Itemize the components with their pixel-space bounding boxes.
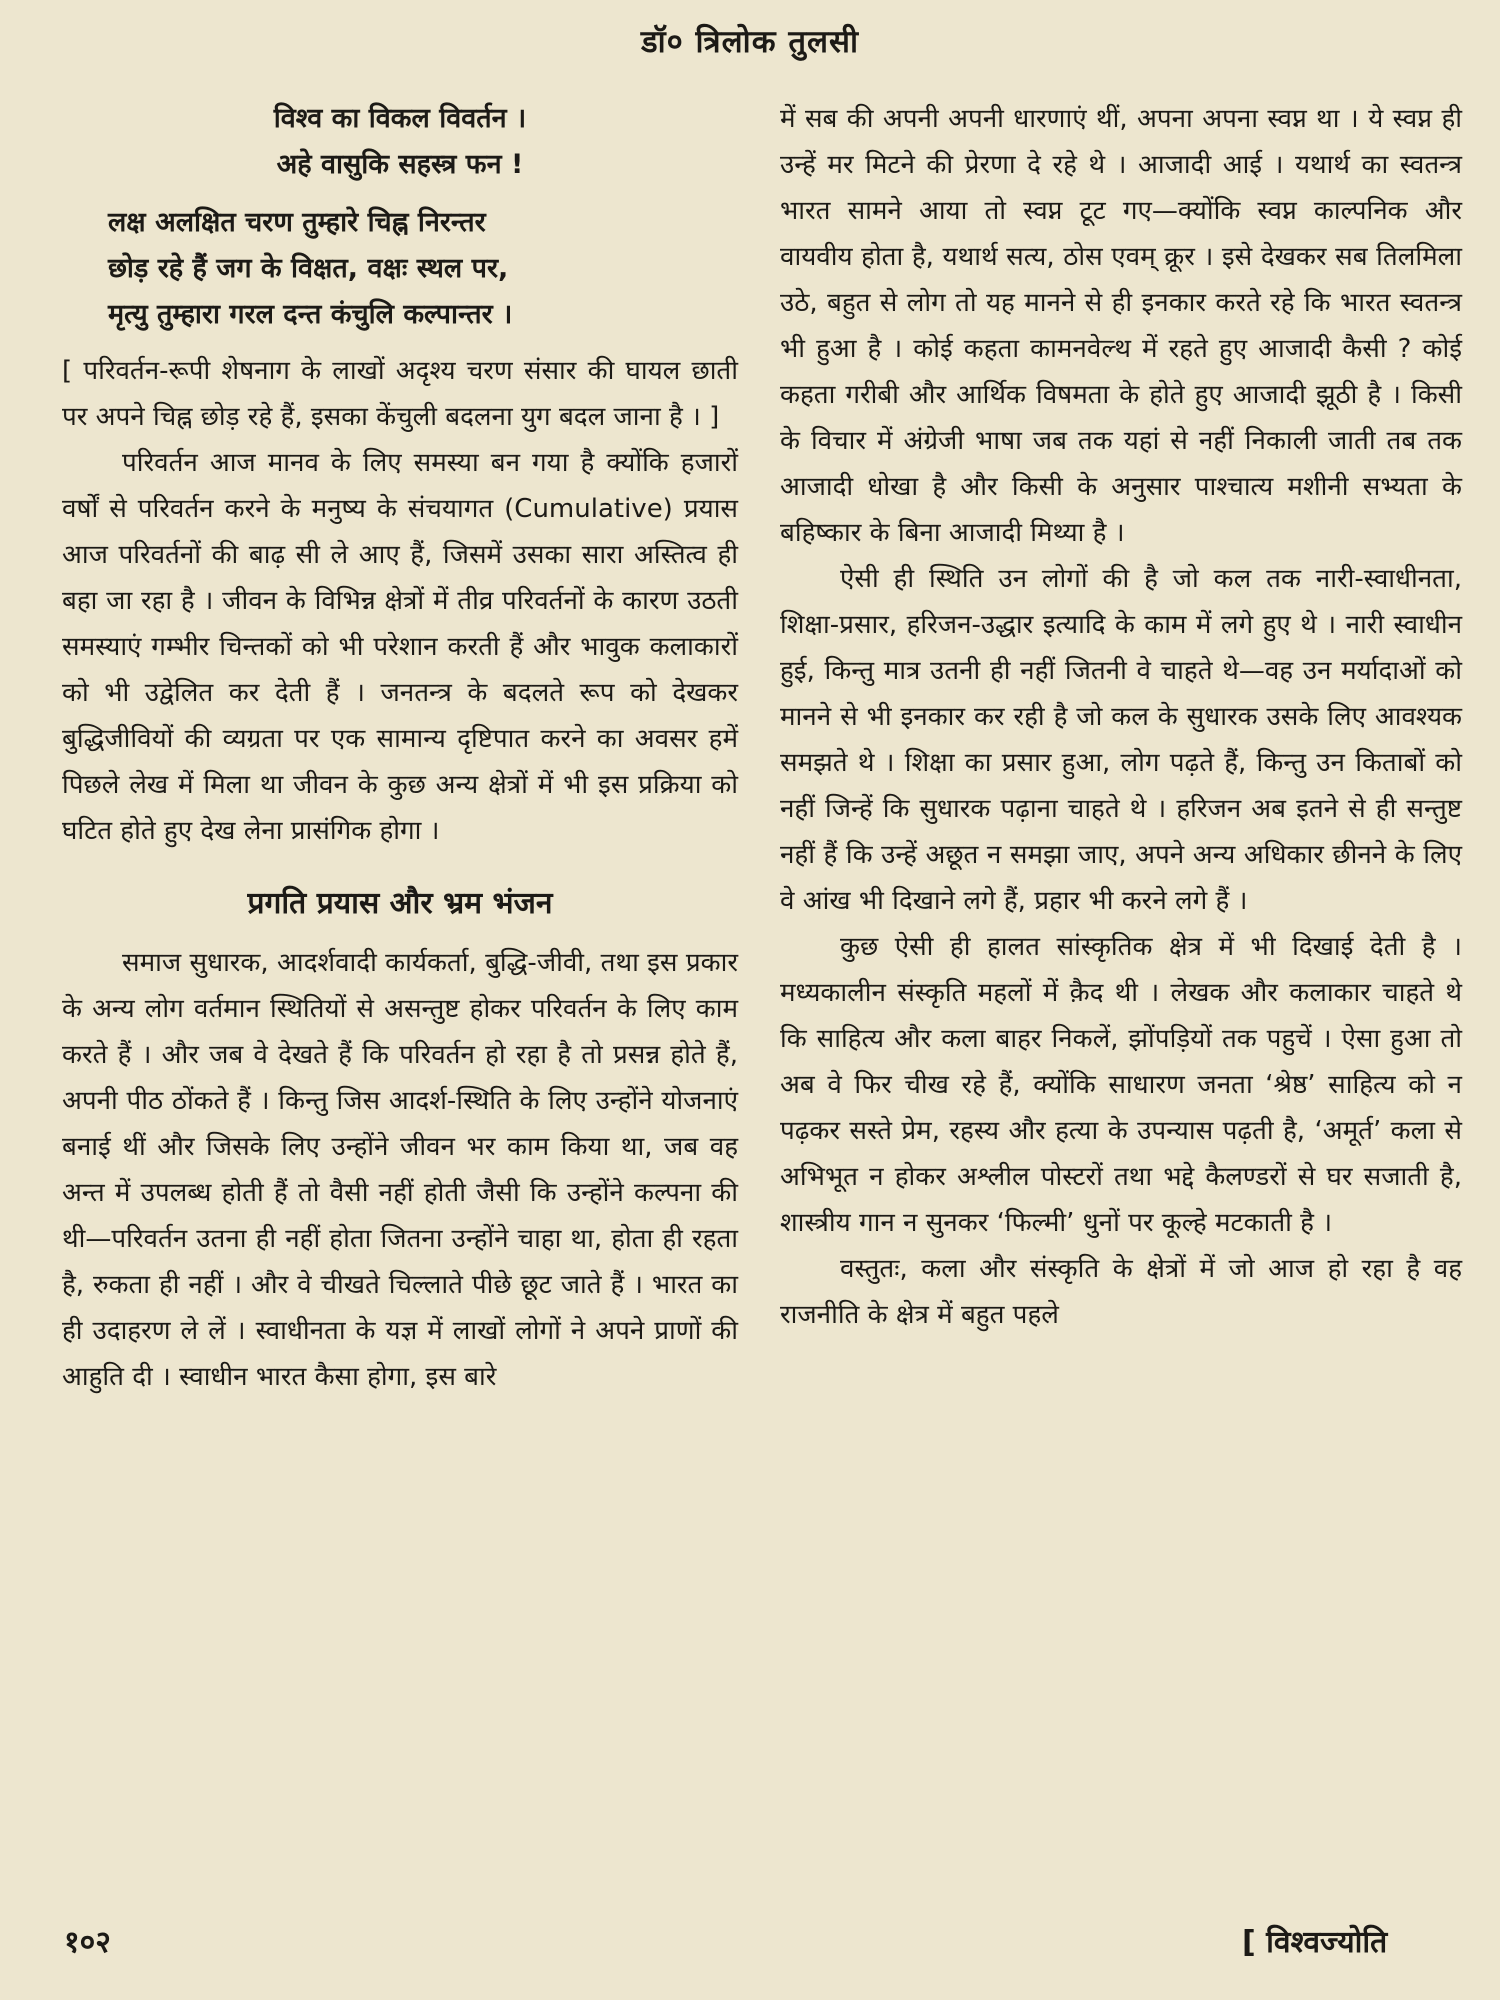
verse-line: छोड़ रहे हैं जग के विक्षत, वक्षः स्थल पर, bbox=[108, 253, 509, 284]
paragraph: वस्तुतः, कला और संस्कृति के क्षेत्रों में जो आज हो रहा है वह राजनीति के क्षेत्र में बहुत पहले bbox=[780, 1254, 1462, 1330]
left-column bbox=[62, 96, 738, 1400]
verse-gloss: [ परिवर्तन-रूपी शेषनाग के लाखों अदृश्य चरण संसार की घायल छाती पर अपने चिह्न छोड़ रहे हैं, इसका केंचुली बदलना युग बदल जाना है । ] bbox=[62, 356, 738, 432]
paragraph: में सब की अपनी अपनी धारणाएं थीं, अपना अपना स्वप्न था । ये स्वप्न ही उन्हें मर मिटने की प्रेरणा दे रहे थे । आजादी आई । यथार्थ का स्वतन्त्र भारत सामने आया तो स्वप्न टूट गए—क्योंकि स्वप्न काल्पनिक और वायवीय होता है, यथार्थ सत्य, ठोस एवम् क्रूर । इसे देखकर सब तिलमिला उठे, बहुत से लोग तो यह मानने से ही इनकार करते रहे कि भारत स्वतन्त्र भी हुआ है । कोई कहता कामनवेल्थ में रहते हुए आजादी कैसी ? कोई कहता गरीबी और आर्थिक विषमता के होते हुए आजादी झूठी है । किसी के विचार में अंग्रेजी भाषा जब तक यहां से नहीं निकाली जाती तब तक आजादी धोखा है और किसी के अनुसार पाश्चात्य मशीनी सभ्यता के बहिष्कार के बिना आजादी मिथ्या है । bbox=[780, 104, 1462, 548]
paragraph: समाज सुधारक, आदर्शवादी कार्यकर्ता, बुद्धि-जीवी, तथा इस प्रकार के अन्य लोग वर्तमान स्थितियों से असन्तुष्ट होकर परिवर्तन के लिए काम करते हैं । और जब वे देखते हैं कि परिवर्तन हो रहा है तो प्रसन्न होते हैं, अपनी पीठ ठोंकते हैं । किन्तु जिस आदर्श-स्थिति के लिए उन्होंने योजनाएं बनाई थीं और जिसके लिए उन्होंने जीवन भर काम किया था, जब वह अन्त में उपलब्ध होती हैं तो वैसी नहीं होती जैसी कि उन्होंने कल्पना की थी—परिवर्तन उतना ही नहीं होता जितना उन्होंने चाहा था, होता ही रहता है, रुकता ही नहीं । और वे चीखते चिल्लाते पीछे छूट जाते हैं । भारत का ही उदाहरण ले लें । स्वाधीनता के यज्ञ में लाखों लोगों ने अपने प्राणों की आहुति दी । स्वाधीन भारत कैसा होगा, इस बारे bbox=[62, 948, 738, 1392]
section-heading: प्रगति प्रयास और भ्रम भंजन bbox=[247, 886, 553, 921]
paragraph: कुछ ऐसी ही हालत सांस्कृतिक क्षेत्र में भी दिखाई देती है । मध्यकालीन संस्कृति महलों में क़ैद थी । लेखक और कलाकार चाहते थे कि साहित्य और कला बाहर निकलें, झोंपड़ियों तक पहुचें । ऐसा हुआ तो अब वे फिर चीख रहे हैं, क्योंकि साधारण जनता ‘श्रेष्ठ’ साहित्य को न पढ़कर सस्ते प्रेम, रहस्य और हत्या के उपन्यास पढ़ती है, ‘अमूर्त’ कला से अभिभूत न होकर अश्लील पोस्टरों तथा भद्दे कैलण्डरों से घर सजाती है, शास्त्रीय गान न सुनकर ‘फिल्मी’ धुनों पर कूल्हे मटकाती है । bbox=[780, 932, 1462, 1238]
right-column bbox=[780, 96, 1462, 1338]
page-number: १०२ bbox=[64, 1925, 111, 1960]
verse-line: लक्ष अलक्षित चरण तुम्हारे चिह्न निरन्तर bbox=[108, 207, 486, 238]
author-name: डॉ० त्रिलोक तुलसी bbox=[641, 24, 859, 60]
verse-line: मृत्यु तुम्हारा गरल दन्त कंचुलि कल्पान्तर । bbox=[108, 299, 513, 330]
verse-line: विश्व का विकल विवर्तन । bbox=[273, 103, 527, 134]
paragraph: ऐसी ही स्थिति उन लोगों की है जो कल तक नारी-स्वाधीनता, शिक्षा-प्रसार, हरिजन-उद्धार इत्यादि के काम में लगे हुए थे । नारी स्वाधीन हुई, किन्तु मात्र उतनी ही नहीं जितनी वे चाहते थे—वह उन मर्यादाओं को मानने से भी इनकार कर रही है जो कल के सुधारक उसके लिए आवश्यक समझते थे । शिक्षा का प्रसार हुआ, लोग पढ़ते हैं, किन्तु उन किताबों को नहीं जिन्हें कि सुधारक पढ़ाना चाहते थे । हरिजन अब इतने से ही सन्तुष्ट नहीं हैं कि उन्हें अछूत न समझा जाए, अपने अन्य अधिकार छीनने के लिए वे आंख भी दिखाने लगे हैं, प्रहार भी करने लगे हैं । bbox=[780, 564, 1462, 916]
paragraph: परिवर्तन आज मानव के लिए समस्या बन गया है क्योंकि हजारों वर्षों से परिवर्तन करने के मनुष्य के संचयागत (Cumulative) प्रयास आज परिवर्तनों की बाढ़ सी ले आए हैं, जिसमें उसका सारा अस्तित्व ही बहा जा रहा है । जीवन के विभिन्न क्षेत्रों में तीव्र परिवर्तनों के कारण उठती समस्याएं गम्भीर चिन्तकों को भी परेशान करती हैं और भावुक कलाकारों को भी उद्वेलित कर देती हैं । जनतन्त्र के बदलते रूप को देखकर बुद्धिजीवियों की व्यग्रता पर एक सामान्य दृष्टिपात करने का अवसर हमें पिछले लेख में मिला था जीवन के कुछ अन्य क्षेत्रों में भी इस प्रक्रिया को घटित होते हुए देख लेना प्रासंगिक होगा । bbox=[62, 448, 738, 846]
verse-line: अहे वासुकि सहस्त्र फन ! bbox=[276, 149, 524, 180]
journal-name: [ विश्वज्योति bbox=[1242, 1925, 1388, 1960]
verse-main bbox=[62, 200, 738, 338]
verse-top bbox=[62, 96, 738, 188]
